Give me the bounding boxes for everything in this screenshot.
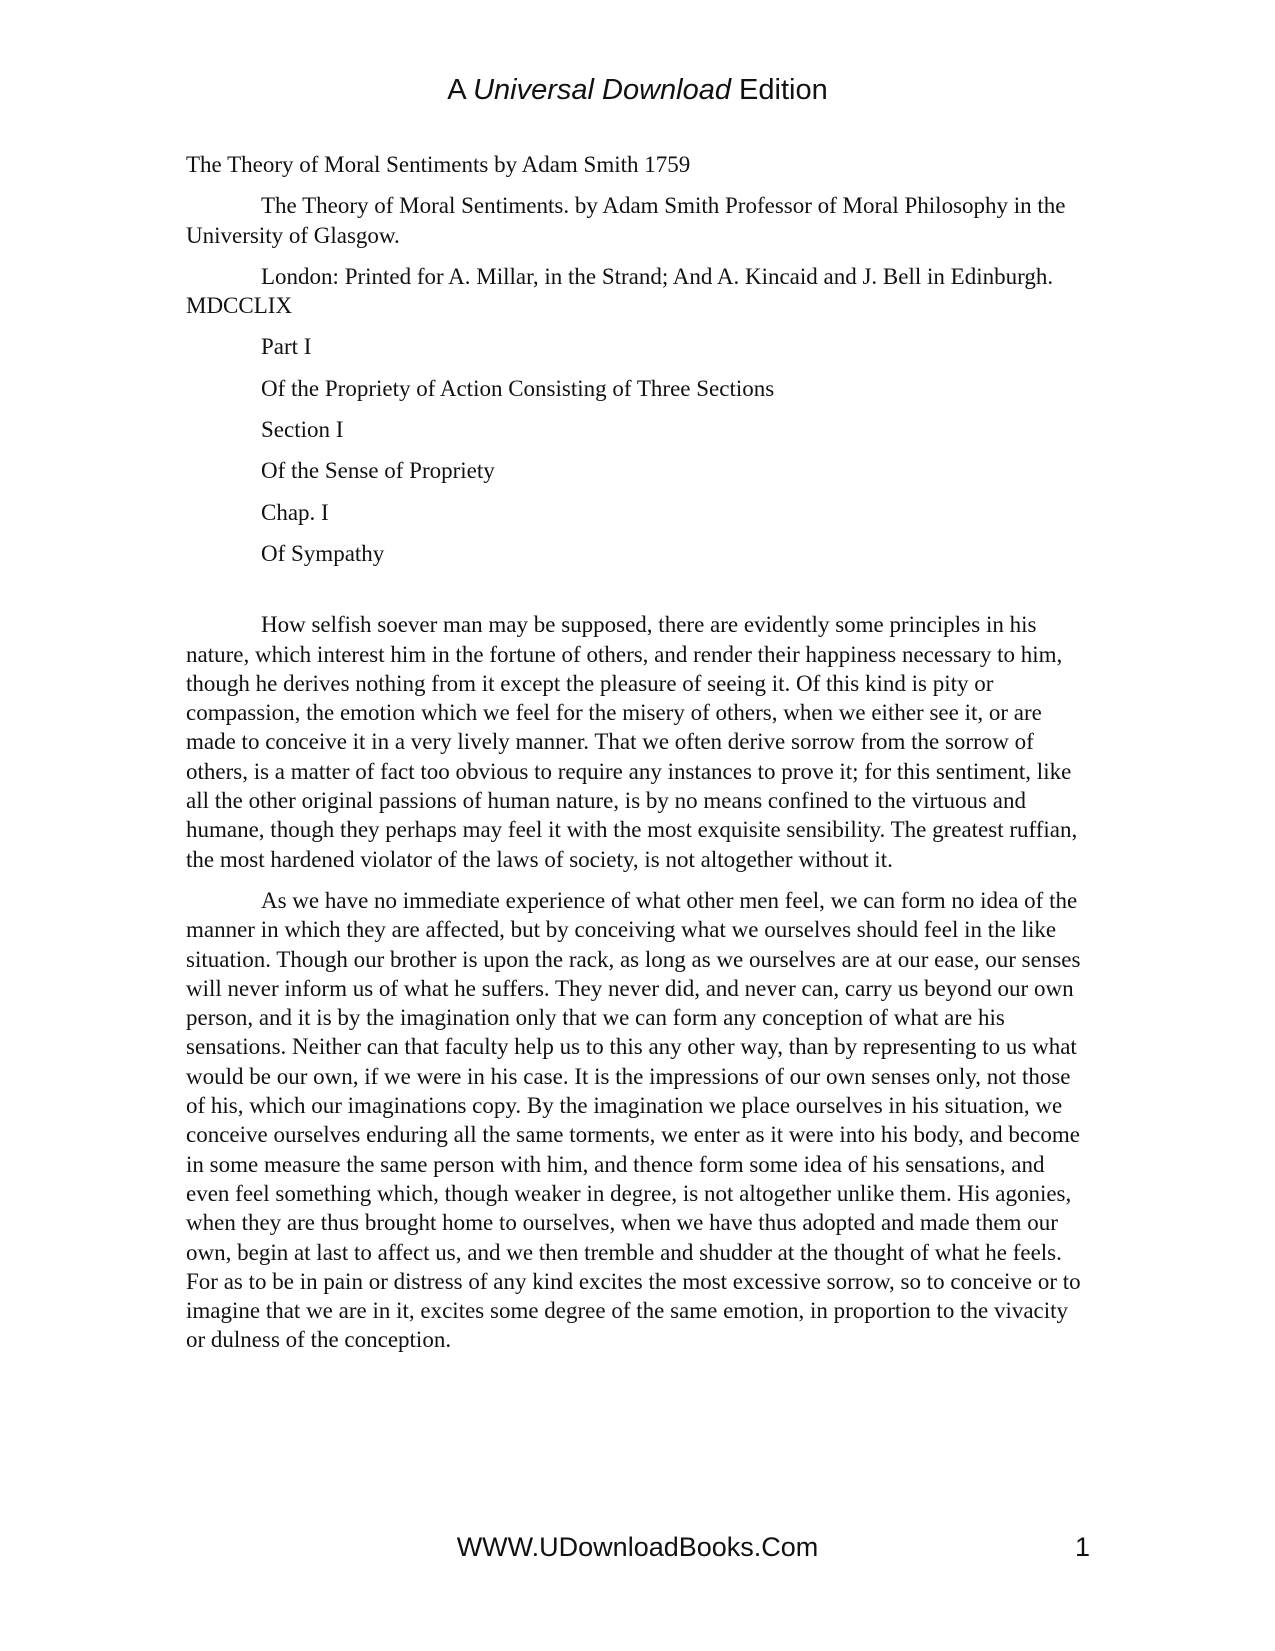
paragraph: As we have no immediate experience of what other men feel, we can form no idea of the manner in which they are affected, but by conceiving what we ourselves should feel in the like situation. Though our brother is upon the rack, as long as we ourselves are at our ease, our senses will never inform us of what he suffers. They never did, and never can, carry us beyond our own person, and it is by the imagination only that we can form any conception of what are his sensations. Neither can that faculty help us to this any other way, than by representing to us what would be our own, if we were in his case. It is the impressions of our own senses only, not those of his, which our imaginations copy. By the imagination we place ourselves in his situation, we conceive ourselves enduring all the same torments, we enter as it were into his body, and become in some measure the same person with him, and thence form some idea of his sensations, and even feel something which, though weaker in degree, is not altogether unlike them. His agonies, when they are thus brought home to ourselves, when we have thus adopted and made them our own, begin at last to affect us, and we then tremble and shudder at the thought of what he feels. For as to be in pain or distress of any kind excites the most excessive sorrow, so to conceive or to imagine that we are in it, excites some degree of the same emotion, in proportion to the vivacity or dulness of the conception. bbox=[186, 887, 1081, 1353]
imprint: London: Printed for A. Millar, in the Strand; And A. Kincaid and J. Bell in Edinburgh. MDCCLIX bbox=[186, 263, 1054, 319]
part-heading: Part I bbox=[261, 334, 312, 360]
title-full: The Theory of Moral Sentiments. by Adam Smith Professor of Moral Philosophy in the University of Glasgow. bbox=[186, 193, 1066, 248]
header-prefix: A bbox=[447, 74, 474, 106]
spacer bbox=[186, 580, 1090, 610]
header-suffix: Edition bbox=[730, 74, 828, 106]
part-subtitle: Of the Propriety of Action Consisting of Three Sections bbox=[261, 375, 775, 401]
chapter-subtitle: Of Sympathy bbox=[261, 540, 385, 566]
section-subtitle: Of the Sense of Propriety bbox=[261, 458, 495, 484]
header-italic: Universal Download bbox=[473, 74, 731, 106]
section-heading: Section I bbox=[261, 417, 344, 443]
paragraph: How selfish soever man may be supposed, there are evidently some principles in his nature, which interest him in the fortune of others, and render their happiness necessary to him, though he derives nothing from it except the pleasure of seeing it. Of this kind is pity or compassion, the emotion which we feel for the misery of others, when we either see it, or are made to conceive it in a very lively manner. That we often derive sorrow from the sorrow of others, is a matter of fact too obvious to require any instances to prove it; for this sentiment, like all the other original passions of human nature, is by no means confined to the virtuous and humane, though they perhaps may feel it with the most exquisite sensibility. The greatest ruffian, the most hardened violator of the laws of society, is not altogether without it. bbox=[186, 612, 1078, 872]
page-header bbox=[0, 72, 1275, 108]
footer-url: WWW.UDownloadBooks.Com bbox=[456, 1532, 819, 1562]
chapter-heading: Chap. I bbox=[261, 499, 329, 525]
title-line: The Theory of Moral Sentiments by Adam Smith 1759 bbox=[186, 152, 691, 177]
page-number: 1 bbox=[1074, 1532, 1090, 1562]
document-body bbox=[186, 150, 1090, 1367]
